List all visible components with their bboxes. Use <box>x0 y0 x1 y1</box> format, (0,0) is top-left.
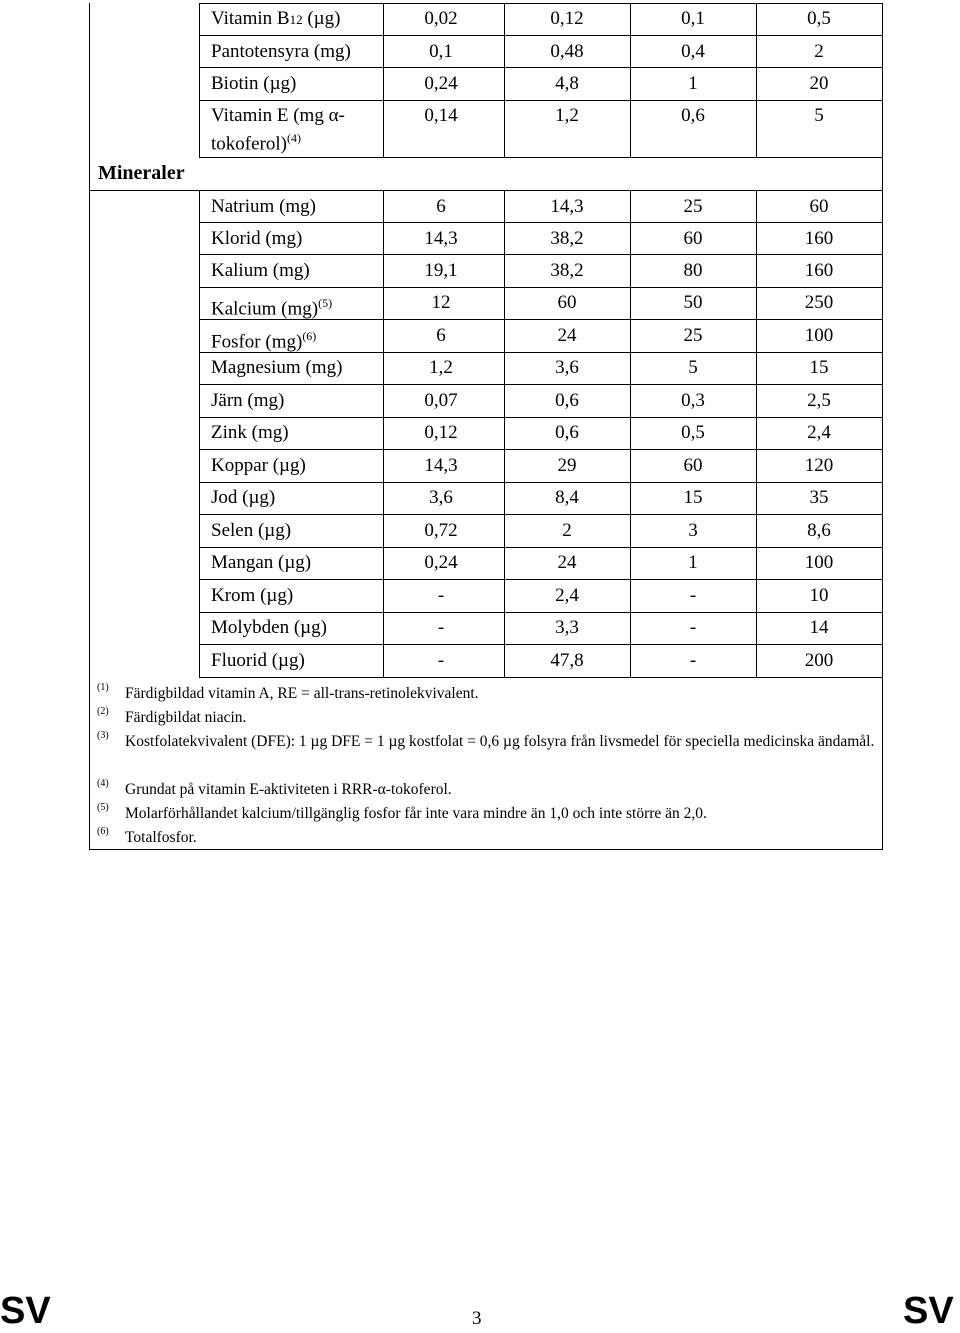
table-horizontal-rule <box>199 677 883 678</box>
table-cell-value: 8,6 <box>807 520 831 541</box>
table-cell-value: 80 <box>683 260 703 281</box>
table-cell-value: 35 <box>809 487 829 508</box>
table-row <box>199 417 882 449</box>
footnote-reference: (5) <box>318 296 333 310</box>
table-cell-value: 25 <box>683 196 703 217</box>
table-cell-value: 15 <box>683 487 703 508</box>
table-cell-value: 2,5 <box>807 390 831 411</box>
nutrient-name <box>211 520 291 542</box>
table-cell-value: 60 <box>809 196 829 217</box>
nutrient-name-line: Vitamin E (mg α- <box>211 105 345 126</box>
nutrient-name-text: Selen (µg) <box>211 520 292 541</box>
table-cell-value: 6 <box>436 325 446 346</box>
table-row <box>199 645 882 677</box>
table-cell-value: 0,3 <box>681 390 705 411</box>
table-row <box>199 450 882 482</box>
table-cell-value: 0,1 <box>681 8 705 29</box>
nutrient-name: Biotin (µg) <box>211 73 297 94</box>
table-cell-value: 5 <box>688 357 698 378</box>
table-cell-value: 200 <box>804 650 834 671</box>
page-number: 3 <box>472 1308 482 1329</box>
footnote-text: Färdigbildad vitamin A, RE = all-trans-retinolekvivalent. <box>125 685 479 702</box>
table-cell-value: 160 <box>804 228 834 249</box>
table-cell-value: 0,12 <box>550 8 584 29</box>
table-cell-value: 250 <box>804 292 834 313</box>
table-cell-value: - <box>437 650 445 671</box>
table-cell-value: 2 <box>562 520 572 541</box>
table-cell-value: 20 <box>809 73 829 94</box>
table-cell-value: 0,48 <box>550 41 584 62</box>
table-row <box>199 515 882 547</box>
nutrient-name-line <box>211 127 345 155</box>
nutrient-name-text: Zink (mg) <box>211 422 289 443</box>
table-cell-value: 2 <box>814 41 824 62</box>
table-row <box>199 612 882 644</box>
table-cell-value: 47,8 <box>550 650 584 671</box>
nutrient-name-text: Krom (µg) <box>211 585 294 606</box>
nutrient-name <box>211 105 345 155</box>
table-cell-value: - <box>689 650 697 671</box>
nutrient-name <box>211 585 293 607</box>
nutrient-name <box>211 228 302 250</box>
table-cell-value: 3,6 <box>429 487 453 508</box>
table-cell-value: 60 <box>683 455 703 476</box>
table-cell-value: - <box>689 617 697 638</box>
table-cell-value: 0,5 <box>807 8 831 29</box>
table-row <box>199 287 882 319</box>
table-cell-value: 1,2 <box>429 357 453 378</box>
table-row <box>199 547 882 579</box>
nutrient-name <box>211 292 332 320</box>
table-cell-value: 100 <box>804 325 834 346</box>
table-cell-value: 1,2 <box>555 105 579 126</box>
nutrient-unit: (µg) <box>302 8 341 29</box>
table-row <box>199 580 882 612</box>
section-label-mineraler: Mineraler <box>98 162 185 184</box>
table-cell-value: 1 <box>688 73 698 94</box>
table-cell-value: 3 <box>688 520 698 541</box>
nutrient-name-text: Klorid (mg) <box>211 228 303 249</box>
footnote-number: (6) <box>97 826 109 837</box>
table-cell-value: 1 <box>688 552 698 573</box>
table-row <box>199 68 882 101</box>
table-cell-value: 15 <box>809 357 829 378</box>
table-row <box>199 36 882 68</box>
table-cell-value: 0,24 <box>424 552 458 573</box>
nutrient-name <box>211 8 340 31</box>
table-cell-value: 0,02 <box>424 8 458 29</box>
footnote-number: (5) <box>97 802 109 813</box>
table-cell-value: 5 <box>814 105 824 126</box>
table-row <box>199 482 882 514</box>
nutrient-name <box>211 196 316 218</box>
footnote-number: (4) <box>97 778 109 789</box>
footnote-reference: (4) <box>286 131 301 145</box>
table-cell-value: 0,24 <box>424 73 458 94</box>
table-cell-value: 0,6 <box>555 390 579 411</box>
footnote-text: Molarförhållandet kalcium/tillgänglig fosfor får inte vara mindre än 1,0 och inte större än 2,0. <box>125 805 707 822</box>
table-cell-value: 50 <box>683 292 703 313</box>
nutrient-name <box>211 455 306 477</box>
table-cell-value: 6 <box>436 196 446 217</box>
nutrient-name <box>211 422 289 444</box>
table-cell-value: 24 <box>557 325 577 346</box>
table-row <box>199 255 882 287</box>
table-cell-value: 2,4 <box>807 422 831 443</box>
table-vertical-rule <box>882 3 883 678</box>
footnote-reference: (6) <box>302 329 317 343</box>
table-cell-value: 0,5 <box>681 422 705 443</box>
table-row <box>199 101 882 157</box>
table-cell-value: 3,6 <box>555 357 579 378</box>
table-cell-value: 60 <box>683 228 703 249</box>
table-cell-value: 0,6 <box>681 105 705 126</box>
table-row <box>199 385 882 417</box>
nutrient-name-text: Magnesium (mg) <box>211 357 343 378</box>
footnote-text: Grundat på vitamin E-aktiviteten i RRR-α-tokoferol. <box>125 781 452 798</box>
nutrient-name-text: Kalcium (mg) <box>211 298 319 320</box>
table-row <box>199 223 882 255</box>
table-cell-value: 2,4 <box>555 585 579 606</box>
table-cell-value: 100 <box>804 552 834 573</box>
table-cell-value: 0,4 <box>681 41 705 62</box>
table-cell-value: 19,1 <box>424 260 458 281</box>
table-cell-value: - <box>689 585 697 606</box>
table-cell-value: 0,14 <box>424 105 458 126</box>
table-cell-value: - <box>437 617 445 638</box>
table-row <box>199 352 882 384</box>
table-cell-value: - <box>437 585 445 606</box>
table-cell-value: 24 <box>557 552 577 573</box>
table-cell-value: 3,3 <box>555 617 579 638</box>
table-cell-value: 14,3 <box>424 455 458 476</box>
table-cell-value: 0,1 <box>429 41 453 62</box>
nutrient-name <box>211 325 316 353</box>
nutrient-name: Pantotensyra (mg) <box>211 41 351 62</box>
table-cell-value: 38,2 <box>550 260 584 281</box>
nutrient-name-text: Mangan (µg) <box>211 552 312 573</box>
table-cell-value: 0,07 <box>424 390 458 411</box>
nutrient-name-text: Fosfor (mg) <box>211 331 303 353</box>
footnote-text: Totalfosfor. <box>125 829 197 846</box>
nutrient-name-text: Fluorid (µg) <box>211 650 305 671</box>
table-cell-value: 0,72 <box>424 520 458 541</box>
table-cell-value: 120 <box>804 455 834 476</box>
table-cell-value: 160 <box>804 260 834 281</box>
table-cell-value: 10 <box>809 585 829 606</box>
nutrient-name <box>211 357 342 379</box>
nutrient-name-text: Järn (mg) <box>211 390 285 411</box>
table-horizontal-rule <box>199 157 883 158</box>
table-cell-value: 4,8 <box>555 73 579 94</box>
footnote-number: (1) <box>97 682 109 693</box>
nutrient-name-text: Koppar (µg) <box>211 455 306 476</box>
footer-language-right: SV <box>903 1290 954 1332</box>
table-cell-value: 29 <box>557 455 577 476</box>
nutrient-name <box>211 650 305 672</box>
table-cell-value: 25 <box>683 325 703 346</box>
table-cell-value: 14 <box>809 617 829 638</box>
table-cell-value: 38,2 <box>550 228 584 249</box>
table-cell-value: 14,3 <box>424 228 458 249</box>
table-row <box>199 3 882 36</box>
table-cell-value: 0,6 <box>555 422 579 443</box>
footnote-text: Färdigbildat niacin. <box>125 709 247 726</box>
nutrient-subscript: 12 <box>289 12 303 27</box>
nutrient-name-text: Vitamin B <box>211 8 290 29</box>
nutrient-name-text: tokoferol) <box>211 133 287 155</box>
nutrient-name <box>211 390 284 412</box>
table-row <box>199 320 882 352</box>
nutrient-name-text: Kalium (mg) <box>211 260 310 281</box>
nutrient-name-text: Natrium (mg) <box>211 196 317 217</box>
nutrient-name <box>211 260 310 282</box>
footnote-number: (2) <box>97 706 109 717</box>
footnote-number: (3) <box>97 730 109 741</box>
footnote-text: Kostfolatekvivalent (DFE): 1 µg DFE = 1 µg kostfolat = 0,6 µg folsyra från livsmedel för speciella medicinska ändamål. <box>125 733 875 750</box>
table-cell-value: 8,4 <box>555 487 579 508</box>
table-row <box>199 191 882 223</box>
table-cell-value: 60 <box>557 292 577 313</box>
table-cell-value: 0,12 <box>424 422 458 443</box>
nutrient-name <box>211 617 327 639</box>
nutrient-name <box>211 552 311 574</box>
table-cell-value: 12 <box>431 292 451 313</box>
footer-language-left: SV <box>0 1290 51 1332</box>
nutrient-name-text: Molybden (µg) <box>211 617 327 638</box>
nutrient-name-text: Jod (µg) <box>211 487 276 508</box>
table-cell-value: 14,3 <box>550 196 584 217</box>
nutrient-name <box>211 487 275 509</box>
